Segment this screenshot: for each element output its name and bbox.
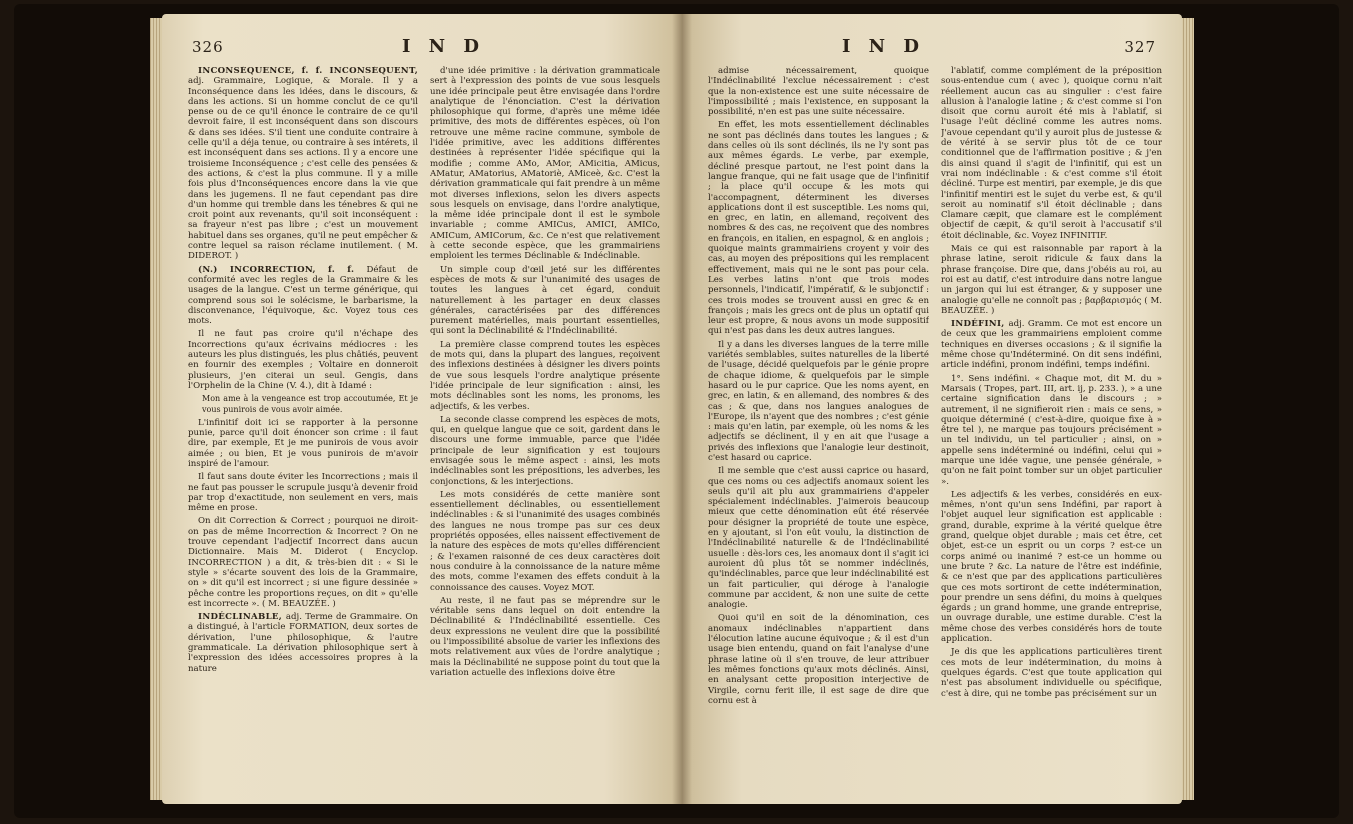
paragraph-text: Les mots considérés de cette manière sont essentiellement déclinables, ou essentiellement indéclinables : & si l'unanimité des usages combinés des langues ne nous trompe pas sur ces deux propriétés opposées, elles naissent effectivement de la nature des espèces de mots qu'elles différencient ; & l'examen raisonné de ces deux caractères doit nous conduire à la connoissance de la nature même des mots, comme l'examen des effets conduit à la connoissance des causes. Voyez MOT.: [430, 489, 660, 593]
paragraph-text: admise nécessairement, quoique l'Indéclinabilité l'exclue nécessairement : c'est que la non-existence est une suite nécessaire de l'impossibilité ; mais l'existence, en supposant la possibilité, n'en est pas une suite nécessaire.: [708, 66, 929, 118]
paragraph: [430, 66, 660, 262]
right-column-1: [708, 66, 929, 794]
paragraph-text: l'ablatif, comme complément de la préposition sous-entendue cum ( avec ), quoique cornu n'ait réellement aucun cas au singulier : c'est faire allusion à l'analogie latine ; & c'est comme si l'on disoit que cornu auroit été mis à l'ablatif, si l'usage l'eût décliné comme les autres noms. J'avoue cependant qu'il y auroit plus de justesse & de vérité à se servir plus tôt de ce tour conditionnel que de l'affirmation positive ; & j'en dis ainsi quand il s'agit de l'infinitif, qui est un vrai nom indéclinable : & c'est comme s'il étoit décliné. Turpe est mentiri, par exemple, je dis que l'infinitif mentiri est le sujet du verbe est, & qu'il seroit au nominatif s'il étoit déclinable ; dans Clamare cæpit, que clamare est le complément objectif de cæpit, & qu'il seroit à l'accusatif s'il étoit déclinable, &c. Voyez INFINITIF.: [941, 66, 1162, 241]
entry-headword: INCONSÉQUENCE, f. f. INCONSÉQUENT,: [198, 66, 418, 76]
paragraph: [188, 329, 418, 391]
left-column-2: [430, 66, 660, 794]
right-column-2: [941, 66, 1162, 794]
paragraph: [430, 490, 660, 593]
dictionary-entry: [941, 319, 1162, 370]
right-head-word: I N D: [842, 36, 926, 57]
paragraph: [941, 66, 1162, 241]
paragraph-text: Défaut de conformité avec les regles de la Grammaire & les usages de la langue. C'est un terme générique, qui comprend sous soi le solécisme, le barbarisme, la disconvenance, l'équivoque, &c. Voyez tous ces mots.: [188, 264, 418, 327]
paragraph: [430, 340, 660, 412]
paragraph: [430, 265, 660, 337]
paragraph: [430, 596, 660, 678]
paragraph: [941, 647, 1162, 698]
right-page: [682, 14, 1182, 804]
paragraph: [430, 415, 660, 487]
dictionary-entry: [188, 66, 418, 262]
left-page: [162, 14, 682, 804]
right-running-head: [682, 36, 1182, 60]
paragraph: [708, 466, 929, 610]
dictionary-entry: [188, 265, 418, 327]
gutter-shadow: [672, 14, 692, 804]
paragraph-text: d'une idée primitive : la dérivation grammaticale sert à l'expression des points de vue sous lesquels une idée principale peut être envisagée dans l'ordre analytique de l'énonciation. C'est la dérivation philosophique qui forme, d'après une même idée primitive, des mots de différentes espèces, où l'on retrouve une même racine commune, symbole de l'idée primitive, avec les additions différentes destinées à représenter l'idée spécifique qui la modifie ; comme AMo, AMor, AMicitia, AMicus, AMatur, AMatorius, AMatoriè, AMiceè, &c. C'est la dérivation grammaticale qui fait prendre à un même mot diverses inflexions, selon les divers aspects sous lesquels on envisage, dans l'ordre analytique, la même idée principale dont il est le symbole invariable ; comme AMICus, AMICI, AMICo, AMICum, AMICorum, &c. Ce n'est que relativement à cette seconde espèce, que les grammairiens emploient les termes Déclinable & Indéclinable.: [430, 66, 660, 262]
paragraph-text: Il y a dans les diverses langues de la terre mille variétés semblables, suites naturelles de la liberté de l'usage, décidé quelquefois par le génie propre de chaque idiome, & quelquefois par le simple hasard ou le pur caprice. Que les noms ayent, en grec, en latin, & en allemand, des nombres & des cas ; & que, dans nos langues analogues de l'Europe, ils n'ayent que des nombres ; c'est génie : mais qu'en latin, par exemple, où les noms & les adjectifs se déclinent, il y en ait que l'usage a privés des inflexions que l'analogie leur destinoit, c'est hasard ou caprice.: [708, 339, 929, 463]
paragraph: [941, 244, 1162, 316]
left-running-head: [162, 36, 682, 60]
paragraph-text: adj. Terme de Grammaire. On a distingué, à l'article FORMATION, deux sortes de dérivation, l'une philosophique, & l'autre grammaticale. La dérivation philosophique sert à l'expression des idées accessoires propres à la nature: [188, 612, 418, 674]
paragraph-text: Il ne faut pas croire qu'il n'échape des Incorrections qu'aux écrivains médiocres : les auteurs les plus distingués, les plus châtiés, peuvent en fournir des exemples ; Voltaire en donneroit plusieurs, j'en citerai un seul. Gengis, dans l'Orphelin de la Chine (V. 4.), dit à Idamé :: [188, 329, 418, 391]
paragraph-text: Un simple coup d'œil jeté sur les différentes espèces de mots & sur l'unanimité des usages de toutes les langues à cet égard, conduit naturellement à les partager en deux classes générales, caractérisées par des différences purement matérielles, mais pourtant essentielles, qui sont la Déclinabilité & l'Indéclinabilité.: [430, 264, 660, 337]
paragraph: [188, 418, 418, 469]
entry-headword: INDÉFINI,: [951, 319, 1009, 330]
entry-headword: INDÉCLINABLE,: [198, 612, 286, 623]
paragraph-text: Il faut sans doute éviter les Incorrections ; mais il ne faut pas pousser le scrupule jusqu'à devenir froid par trop d'exactitude, non seulement en vers, mais même en prose.: [188, 472, 418, 514]
right-page-edges: [1180, 18, 1194, 800]
dictionary-entry: [188, 612, 418, 674]
left-head-word: I N D: [402, 36, 486, 57]
paragraph-text: En effet, les mots essentiellement déclinables ne sont pas déclinés dans toutes les langues ; & dans celles où ils sont déclinés, ils ne l'y sont pas aux mêmes égards. Le verbe, par exemple, décliné presque partout, ne l'est point dans la langue franque, qui ne fait usage que de l'infinitif ; la place qu'il occupe & les mots qui l'accompagnent, déterminent les diverses applications dont il est susceptible. Les noms qui, en grec, en latin, en allemand, reçoivent des nombres & des cas, ne reçoivent que des nombres en françois, en italien, en espagnol, & en anglois ; quoique maints grammairiens croyent y voir des cas, au moyen des prépositions qui les remplacent effectivement, mais qui ne le sont pas pour cela. Les verbes latins n'ont que trois modes personnels, l'indicatif, l'impératif, & le subjonctif : ces trois modes se trouvent aussi en grec & en françois ; mais les grecs ont de plus un optatif qui leur est propre, & nous avons un mode suppositif qui n'est pas dans les deux autres langues.: [708, 120, 929, 337]
paragraph: [708, 613, 929, 706]
left-column-1: [188, 66, 418, 794]
paragraph-text: Mais ce qui est raisonnable par raport à la phrase latine, seroit ridicule & faux dans la phrase françoise. Dire que, dans j'obéis au roi, au roi est au datif, c'est introduire dans notre langue un jargon qui lui est étranger, & y supposer une analogie qu'elle ne connoît pas ; βαρβαρισμός ( M. BEAUZÉE. ): [941, 244, 1162, 316]
paragraph-text: La seconde classe comprend les espèces de mots, qui, en quelque langue que ce soit, gardent dans le discours une forme immuable, parce que l'idée principale de leur signification y est toujours envisagée sous le même aspect : ainsi, les mots indéclinables sont les prépositions, les adverbes, les conjonctions, & les interjections.: [430, 414, 660, 487]
paragraph-text: L'infinitif doit ici se rapporter à la personne punie, parce qu'il doit énoncer son crime : il faut dire, par exemple, Et je me punirois de vous avoir aimée ; ou bien, Et je vous punirois de m'avoir inspiré de l'amour.: [188, 417, 418, 469]
paragraph: [708, 120, 929, 336]
paragraph-text: Les adjectifs & les verbes, considérés en eux-mêmes, n'ont qu'un sens Indéfini, par raport à l'objet auquel leur signification est applicable : grand, durable, exprime à la vérité quelque être grand, quelque objet durable ; mais cet être, cet objet, est-ce un esprit ou un corps ? est-ce un corps animé ou inanimé ? est-ce un homme ou une brute ? &c. La nature de l'être est indéfinie, & ce n'est que par des applications particulières que ces mots sortiront de cette indétermination, pour prendre un sens défini, du moins à quelques égards ; un grand homme, une grande entreprise, un ouvrage durable, une estime durable. C'est la même chose des verbes considérés hors de toute application.: [941, 489, 1162, 645]
paragraph-text: adj. Gramm. Ce mot est encore un de ceux que les grammairiens emploient comme techniques en diverses occasions ; & il signifie la même chose qu'Indéterminé. On dit sens indéfini, article indéfini, pronom indéfini, temps indéfini.: [941, 319, 1162, 371]
paragraph: [941, 374, 1162, 487]
right-page-number: 327: [1124, 38, 1156, 56]
paragraph-text: adj. Grammaire, Logique, & Morale. Il y a Inconséquence dans les idées, dans le discours, & dans les actions. Si un homme conclut de ce qu'il pense ou de ce qu'il énonce le contraire de ce qu'il devroit faire, il est inconséquent dans son discours & dans ses idées. S'il tient une conduite contraire à celle qu'il a déja tenue, ou contraire à ses intérets, il est inconséquent dans ses actions. Il y a encore une troisieme Inconséquence ; c'est celle des pensées & des actions, & c'est la plus commune. Il y a mille fois plus d'Inconséquences encore dans la vie que dans les jugemens. Il ne faut cependant pas dire d'un homme qui tremble dans les ténebres & qui ne croit point aux revenants, qu'il soit inconséquent : sa frayeur n'est pas libre ; c'est un mouvement habituel dans ses organes, qu'il ne peut empêcher & contre lequel sa raison réclame inutilement. ( M. DIDEROT. ): [188, 76, 418, 262]
paragraph: [188, 516, 418, 609]
paragraph-text: Quoi qu'il en soit de la dénomination, ces anomaux indéclinables n'appartient dans l'élocution latine aucune équivoque ; & il est d'un usage bien entendu, quand on fait l'analyse d'une phrase latine où il s'en trouve, de leur attribuer les mêmes fonctions qu'aux mots déclinés. Ainsi, en analysant cette proposition interjective de Virgile, cornu ferit ille, il est sage de dire que cornu est à: [708, 613, 929, 706]
paragraph-text: Il me semble que c'est aussi caprice ou hasard, que ces noms ou ces adjectifs anomaux soient les seuls qu'il ait plu aux grammairiens d'appeler spécialement indéclinables. J'aimerois beaucoup mieux que cette dénomination eût été réservée pour désigner la propriété de toute une espèce, en y ajoutant, si l'on eût voulu, la distinction de l'Indéclinabilité naturelle & de l'Indéclinabilité usuelle : dès-lors ces, les anomaux dont il s'agit ici auroient dû plus tôt se nommer indéclinés, qu'indéclinables, parce que leur indéclinabilité est un fait particulier, qui déroge à l'analogie commune par accident, & non une suite de cette analogie.: [708, 466, 929, 611]
paragraph-text: Au reste, il ne faut pas se méprendre sur le véritable sens dans lequel on doit entendre la Déclinabilité & l'Indéclinabilité essentielle. Ces deux expressions ne veulent dire que la possibilité ou l'impossibilité absolue de varier les inflexions des mots relativement aux vûes de l'ordre analytique ; mais la Déclinabilité ne suppose point du tout que la variation actuelle des inflexions doive être: [430, 595, 660, 678]
left-page-number: 326: [192, 38, 224, 56]
paragraph-text: La première classe comprend toutes les espèces de mots qui, dans la plupart des langues, reçoivent des inflexions destinées à désigner les divers points de vue sous lesquels l'ordre analytique présente l'idée principale de leur signification : ainsi, les mots déclinables sont les noms, les pronoms, les adjectifs, & les verbes.: [430, 339, 660, 412]
paragraph-text: Je dis que les applications particulières tirent ces mots de leur indétermination, du moins à quelques égards. C'est que toute application qui n'est pas absolument individuelle ou spécifique, c'est à dire, qui ne tombe pas précisément sur un: [941, 647, 1162, 699]
paragraph: [708, 340, 929, 464]
paragraph-text: On dit Correction & Correct ; pourquoi ne diroit-on pas de même Incorrection & Incorrect ? On ne trouve cependant l'adjectif Incorrect dans aucun Dictionnaire. Mais M. Diderot ( Encyclop. INCORRECTION ) a dit, & très-bien dit : « Si le style » s'écarte souvent des lois de la Grammaire, on » dit qu'il est incorrect ; si une figure dessinée » pêche contre les proportions reçues, on dit » qu'elle est incorrecte ». ( M. BEAUZÉE. ): [188, 516, 418, 609]
verse-quote: Mon ame à la vengeance est trop accoutumée, Et je vous punirois de vous avoir aimée.: [202, 394, 418, 414]
paragraph: [941, 490, 1162, 644]
paragraph: [708, 66, 929, 117]
entry-headword: (N.) INCORRECTION, f. f.: [198, 264, 367, 275]
paragraph-text: 1°. Sens indéfini. « Chaque mot, dit M. du » Marsais ( Tropes, part. III, art. ij, p. 233. ), » a une certaine signification dans le discours ; » autrement, il ne signifieroit rien : mais ce sens, » quoique déterminé ( c'est-à-dire, quoique fixe à » être tel ), ne marque pas toujours précisément » un tel individu, un tel particulier ; ainsi, on » appelle sens indéterminé ou indéfini, celui qui » marque une idée vague, une pensée générale, » qu'on ne fait point tomber sur un objet particulier ».: [941, 373, 1162, 487]
paragraph: [188, 472, 418, 513]
